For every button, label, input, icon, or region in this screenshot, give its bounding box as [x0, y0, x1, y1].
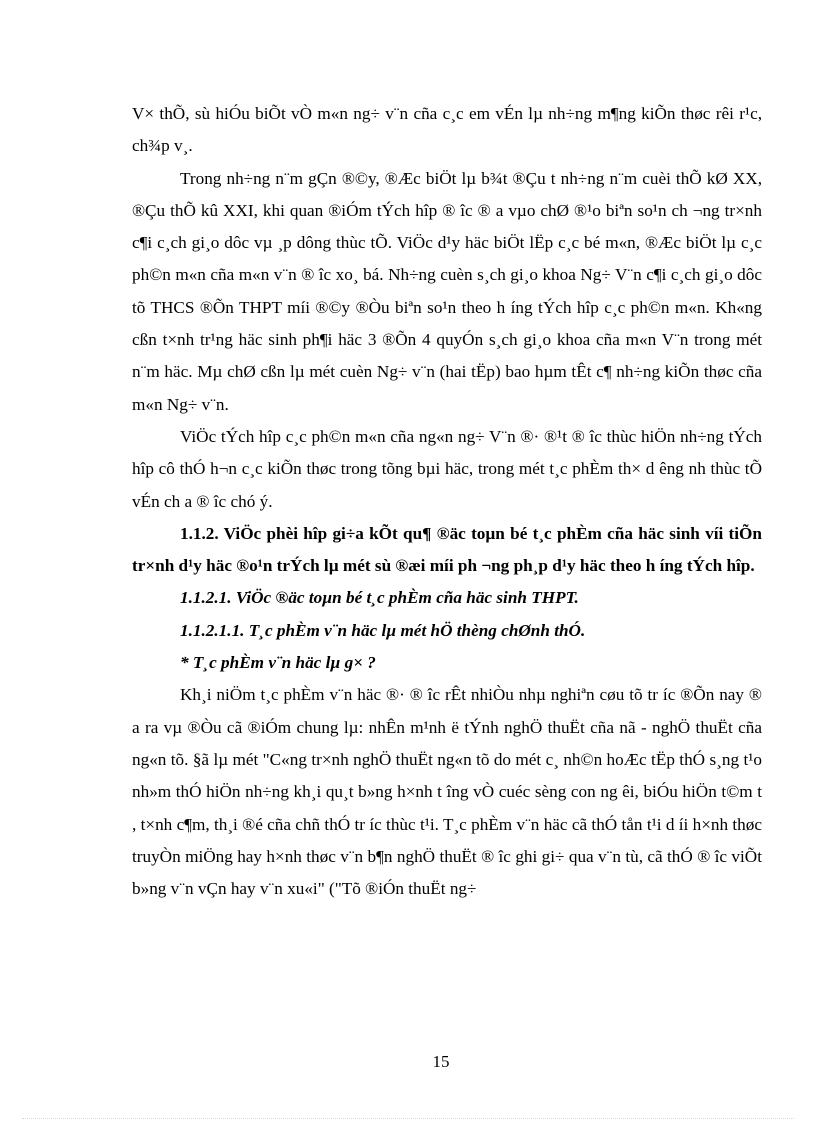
section-heading-1-1-2-1-1: 1.1.2.1.1. T¸c phÈm v¨n häc lµ mét hÖ thèng chØnh thÓ. — [180, 620, 586, 640]
question-heading: * T¸c phÈm v¨n häc lµ g× ? — [180, 653, 376, 673]
paragraph-recent-years: Trong nh÷ng n¨m gÇn ®©y, ®Æc biÖt lµ b¾t ®Çu t nh÷ng n¨m cuèi thÕ kØ XX, ®Çu thÕ kû XXI, khi quan ®iÓm tÝch hîp ® îc ® a vµo chØ ®¹o biªn so¹n ch ¬ng tr×nh c¶i c¸ch gi¸o dôc vµ ¸p dông thùc tÕ. ViÖc d¹y häc biÖt lËp c¸c bé m«n, ®Æc biÖt lµ c¸c ph©n m«n cña m«n v¨n ® îc xo¸ bá. Nh÷ng cuèn s¸ch gi¸o khoa Ng÷ V¨n c¶i c¸ch gi¸o dôc tõ THCS ®Õn THPT míi ®©y ®Òu biªn so¹n theo h íng tÝch hîp c¸c ph©n m«n. Kh«ng cßn t×nh tr¹ng häc sinh ph¶i häc 3 ®Õn 4 quyÓn s¸ch gi¸o khoa cña m«n V¨n trong mét n¨m häc. Mµ chØ cßn lµ mét cuèn Ng÷ v¨n (hai tËp) bao hµm tÊt c¶ nh÷ng kiÕn thøc cña m«n Ng÷ v¨n. — [132, 168, 762, 414]
page-number: 15 — [432, 1052, 450, 1071]
section-heading-1-1-2-1: 1.1.2.1. ViÖc ®äc toµn bé t¸c phÈm cña häc sinh THPT. — [180, 588, 579, 608]
section-heading-1-1-2: 1.1.2. ViÖc phèi hîp gi÷a kÕt qu¶ ®äc toµn bé t¸c phÈm cña häc sinh víi tiÕn tr×nh d¹y häc ®o¹n trÝch lµ mét sù ®æi míi ph ¬ng ph¸p d¹y häc theo h íng tÝch hîp. — [132, 523, 762, 576]
paragraph-continuation: V× thÕ, sù hiÓu biÕt vÒ m«n ng÷ v¨n cña c¸c em vÉn lµ nh÷ng m¶ng kiÕn thøc rêi r¹c, ch¾p v¸. — [132, 104, 762, 156]
paragraph-integration: ViÖc tÝch hîp c¸c ph©n m«n cña ng«n ng÷ V¨n ®· ®¹t ® îc thùc hiÖn nh÷ng tÝch hîp cô thÓ h¬n c¸c kiÕn thøc trong tõng bµi häc, trong mét t¸c phÈm th× d êng nh thùc tÕ vÉn ch a ® îc chó ý. — [132, 426, 762, 511]
bottom-dotted-rule — [22, 1118, 794, 1119]
paragraph-concept: Kh¸i niÖm t¸c phÈm v¨n häc ®· ® îc rÊt nhiÒu nhµ nghiªn cøu tõ tr íc ®Õn nay ® a ra vµ ®Òu cã ®iÓm chung lµ: nhÊn m¹nh ë tÝnh nghÖ thuËt cña nã - nghÖ thuËt cña ng«n tõ. §ã lµ mét "C«ng tr×nh nghÖ thuËt ng«n tõ do mét c¸ nh©n hoÆc tËp thÓ s¸ng t¹o nh»m thÓ hiÖn nh÷ng kh¸i qu¸t b»ng h×nh t îng vÒ cuéc sèng con ng êi, biÓu hiÖn t©m t , t×nh c¶m, th¸i ®é cña chñ thÓ tr íc thùc t¹i. T¸c phÈm v¨n häc cã thÓ tån t¹i d íi h×nh thøc truyÒn miÖng hay h×nh thøc v¨n b¶n nghÖ thuËt ® îc ghi gi÷ qua v¨n tù, cã thÓ ® îc viÕt b»ng v¨n vÇn hay v¨n xu«i" ("Tõ ®iÓn thuËt ng÷ — [132, 685, 762, 899]
page-body — [132, 98, 762, 905]
